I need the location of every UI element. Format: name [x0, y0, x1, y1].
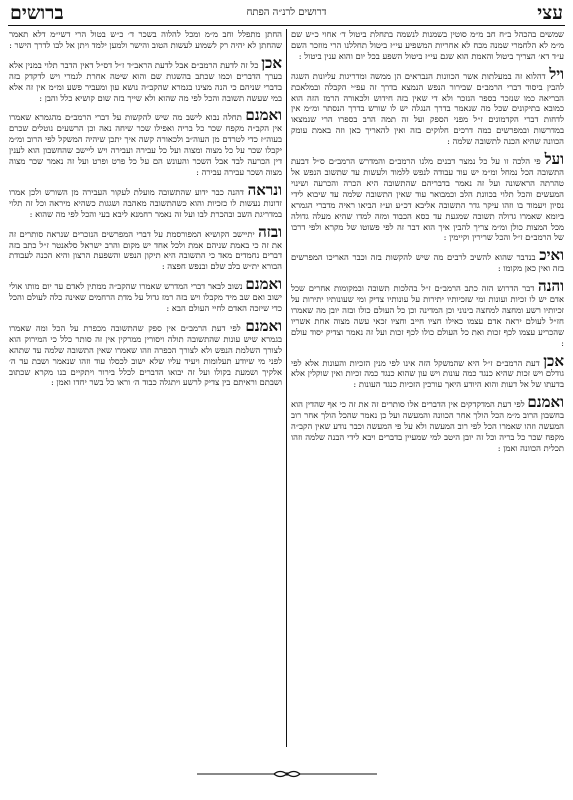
paragraph-text: לפי דעת המדקדקים אין הדברים אלו סותרים זה את זה כי אף שהדין הוא בחשבון הרוב מ״מ הכל הולך אחר הכוונה והמעשה ועל כן נאמר שהכל הולך אחר רוב המעשה וזהו שאמרו הכל לפי רוב המעשה ולא על פי המעשה וכבר נודע שאין הקב״ה מקפח שכר כל בריה וכל זה יובן היטב למי שמעיין בדברים ויבא לידי הבנה שלמה וזהו תכלית הכוונה ואמן : [291, 399, 564, 453]
paragraph-text: לפי דעת הרמב״ם אין ספק שהתשובה מכפרת על הכל ומה שאמרו בגמרא שיש עונות שהתשובה תולה ויסורין ממרקין אין זה סותר כלל כי המירוק הוא לצורך השלמת הנפש ולא לצורך הכפרה וזהו שאמרו שאין התשובה שלמה עד שתהא לפני מי שיודע תעלומות ויעיד עליו שלא ישוב לכסלו עוד וזהו שנאמר ושבת עד ה׳ אלקיך ושמעת בקולו ועל זה יבואו הדברים לכלל בירור ויתקיים בנו מקרא שכתוב ושבתם וראיתם בין צדיק לרשע ויתגלה כבוד ה׳ וראו כל בשר יחדו ואמן : [9, 322, 282, 388]
text-paragraph [291, 395, 564, 454]
paragraph-text: דהנה כבר ידוע שהתשובה מועלת לעקור העבירה מן השורש ולכן אמרו זדונות נעשות לו כזכיות והוא כשהתשובה מאהבה ושגגות כשהיא מיראה וכל זה תלוי במדריגת השב ובהכרת לבו ועל זה נאמר רחמנא ליבא בעי והכל לפי מה שהוא : [9, 186, 282, 219]
paragraph-text: דבר הדרוש הזה כתב הרמב״ם ז״ל בהלכות תשובה ובמקומות אחרים שכל אדם יש לו זכיות ועונות ומי שזכיותיו יתירות על עונותיו צדיק ומי שעונותיו יתירות על זכיותיו רשע ומחצה למחצה בינוני וכן המדינה וכן כל העולם כולו ובזה יובן מה שאמרו חז״ל לעולם יראה אדם עצמו כאילו חציו חייב וחציו זכאי עשה מצוה אחת אשריו שהכריע עצמו לכף זכות ואת כל העולם כולו לכף זכות ועל זה נאמר וצדיק יסוד עולם : [291, 283, 564, 348]
text-paragraph [291, 279, 564, 348]
paragraph-text: כל זה לדעת הרמב״ם אבל לדעת הראב״ד ז״ל דס״ל דאין הדבר תלוי במנין אלא בערך הדברים וכמו שכתב בהשגות שם והוא שיטה אחרת לגמרי ויש לדקדק בזה בדברי שניהם כי הנה מצינו בגמרא שהקב״ה נושא עון ומעביר פשע ומ״מ אין זה אלא במי שעשה תשובה והכל לפי מה שהוא ולא שייך בזה שום קושיא כלל והבן : [9, 59, 282, 103]
paragraph-opening-word: ונראה [247, 180, 282, 199]
text-paragraph [9, 53, 282, 104]
paragraph-opening-word: ואמנם [245, 316, 282, 335]
paragraph-text: בנדבר שהוא להשיב לרבים מה שיש להקשות בזה וכבר האריכו המפרשים בזה ואין כאן מקומו : [291, 252, 564, 274]
paragraph-opening-word: ואיכ [539, 246, 564, 265]
text-paragraph [9, 316, 282, 388]
paragraph-text: נשוב לבאר דברי המדרש שאמרו שהקב״ה ממתין לאדם עד יום מותו אולי ישוב ואם שב מיד מקבלו ויש בזה רמז גדול על מדת הרחמים שאינה כלה לעולם והכל כדי שיזכה האדם לחיי העולם הבא : [9, 281, 282, 314]
text-paragraph [9, 277, 282, 314]
right-text-column [291, 29, 564, 747]
paragraph-opening-word: אכן [543, 351, 564, 370]
paragraph-opening-word: והנה [538, 277, 564, 296]
footer-ornament-icon [0, 765, 573, 784]
paragraph-opening-word: ואמנם [245, 106, 282, 125]
text-paragraph [291, 351, 564, 391]
paragraph-text: דהלוא זה במעלתות אשר הכוונות הנבראים הן ממשה ומדריגות עליונות השגה להבין ביסוד דברי הרמב״ם שבירור הנפש הנמצא בדרך זה עפ״י הקבלה ובמלאכת הבריאה כמו שנזכר בספר הנזכר ולא די שאין בזה חידוש ולכאורה הרמז הזה הוא כמובא בתיקונים שכל מה שנאמר בדרך הנגלה יש לו שורש בדרך הנסתר ומ״מ אין לדחות דברי הקדמונים ז״ל מפני הספק ועל זה תמה הרב בספרו הרי שנמצאו במדרשות ובמפרשים כמה דרכים חלוקים בזה ואין להאריך כאן וזה באמת עומק הכוונה שהיא הכנה לתשובה שלמה : [291, 70, 564, 147]
header-center-title: דרושים לרנ״ה הפתח [246, 7, 327, 18]
text-paragraph [291, 248, 564, 274]
header-rule [8, 25, 565, 26]
paragraph-opening-word: אכן [261, 53, 282, 72]
page-header [10, 2, 563, 24]
text-paragraph [9, 29, 282, 51]
paragraph-text: שמשים בהכהל ב״ח חב מ״מ סוטין בשמנות לנשמה בתחלת ביטול ד׳ אחוי כ״ש שם מ״מ לא הלחמרי שמנה מכח לא אחריות המשפיע עי״ז ביטול תחללנו הרי מוזכר השם ע״ד דא׳ הצריך ביטול והאמת הוא שגם עי״ז ביטול השפע בכל יום והוא ענין ביטול : [291, 29, 564, 61]
column-divider [286, 29, 287, 747]
text-paragraph [9, 108, 282, 177]
paragraph-text: תחלה נבוא לישב מה שיש להקשות על דברי הרמב״ם מהגמרא שאמרו אין הקב״ה מקפח שכר כל בריה ואפילו שכר שיחה נאה וכן הרשעים נוטלים שכרם בעוה״ז כדי לטרדם מן העוה״ב ולכאורה קשה איך יתכן שיהיה המשקל לפי הרוב ומ״מ יקבלו שכר על כל מצוה ומצוה ועל כל עבירה ועבירה ויש ליישב שהחשבון הוא לענין דין הכרעה לבד אבל השכר והעונש הם על כל פרט ופרט ועל זה נאמר שכר מצוה מצוה ושכר עבירה עבירה : [9, 112, 282, 177]
paragraph-text: יתיישב הקושיא המפורסמת על דברי המפרשים הנזכרים שנראה סותרים זה את זה כי באמת שניהם אמת ולכל אחד יש מקום והרב ישראל סלאנטר ז״ל כתב בזה דברים נחמדים מאד כי התשובה היא תיקון הנפש והשפעת הרצון והיא הכנה לעבודת הבורא ית״ש בלב שלם ובנפש חפצה : [9, 228, 282, 272]
paragraph-opening-word: ואמנם [245, 275, 282, 294]
paragraph-text: פי הלכה זו על כל נמצר דבנים מלנו הרמב״ם והמדרש הרמב״ם ס״ל דבעת התשובה הכל נמחל ומ״מ יש עוד עבודה לנפש ללמוד ולעשות עד שתשוב הנפש אל טהרתה הראשונה ועל זה נאמר בדבריהם שהתשובה היא הכרה והכרעה ושינוי המעשים והכל תלוי בכוונת הלב וכמבואר עוד שאין התשובה שלמה עד שיבוא לידי נסיון ויעמוד בו וזהו עיקר גדר התשובה אליבא דכ״ע וע״ז הביאו ראיה מדברי הגמרא ביומא שאמרו גדולה תשובה שמגעת עד כסא הכבוד ומזה למדו שהיא מעלה גדולה מכל המצות כולן ומ״מ צריך להבין איך הוא דבר זה לפי פשוטו של מקרא ולפי דרכו של הרמב״ם ז״ל והכל שרירין וקיימין : [291, 156, 564, 243]
text-paragraph [9, 180, 282, 220]
text-paragraph [291, 152, 564, 243]
paragraph-opening-word: ואמנם [527, 393, 564, 412]
paragraph-text: דעת הרמב״ם ז״ל היא שהמשקל הזה אינו לפי מנין הזכיות והעונות אלא לפי גודלם ויש זכות שהיא כנגד כמה עונות ויש עון שהוא כנגד כמה זכיות ואין שוקלין אלא בדעתו של אל דעות והוא היודע היאך עורכין הזכיות כנגד העונות : [291, 357, 564, 390]
text-paragraph [291, 64, 564, 147]
paragraph-opening-word: ויל [549, 64, 564, 83]
paragraph-text: החתן מתפלל וחב מ״מ ומכל להלוה בשכר ד׳ כ״ש בטול הרי דשי״מ דלא תאמר שהחתן לא יהיה רק לשמוע לעשות הטוב והישר ולמען ילמד ויתן אל לבו לדרך הישר : [9, 29, 282, 50]
left-text-column [9, 29, 282, 747]
paragraph-opening-word: ובזה [258, 222, 282, 241]
text-paragraph [291, 29, 564, 62]
paragraph-opening-word: ועל [544, 150, 564, 169]
header-right-title: עצי [537, 2, 563, 24]
text-paragraph [9, 222, 282, 273]
header-left-title: ברושים [10, 2, 64, 24]
